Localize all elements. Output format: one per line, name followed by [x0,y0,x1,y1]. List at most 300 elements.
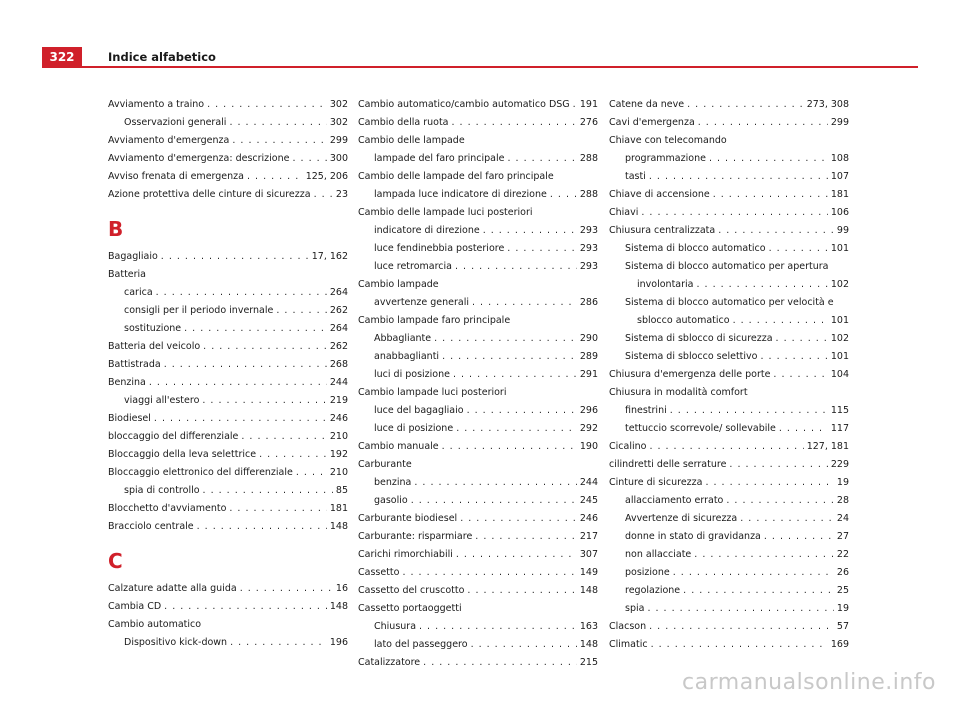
entry-term: Bloccaggio della leva selettrice [108,449,257,460]
index-entry [609,222,849,240]
entry-term: Cambio della ruota [358,117,449,128]
dot-leader [434,330,577,348]
dot-leader [649,618,834,636]
page-reference: 127, 181 [806,441,849,452]
index-heading: Cambio lampade luci posteriori [358,387,507,398]
entry-term: Avviamento d'emergenza [108,135,230,146]
index-subentry [609,564,849,582]
index-heading: Batteria [108,269,146,280]
dot-leader [292,150,326,168]
dot-leader [455,258,577,276]
dot-leader [467,402,577,420]
index-subentry [358,330,598,348]
index-subentry-heading: Sistema di blocco automatico per apertura [625,261,829,272]
entry-term: lato del passeggero [374,639,468,650]
dot-leader [573,96,577,114]
entry-term: Sistema di blocco automatico [625,243,766,254]
index-heading: Cambio lampade faro principale [358,315,511,326]
index-entry [108,168,348,186]
entry-term: bloccaggio del differenziale [108,431,239,442]
dot-leader [705,474,833,492]
index-subentry [108,114,348,132]
page-reference: 264 [329,323,348,334]
entry-term: posizione [625,567,670,578]
dot-leader [718,222,834,240]
index-subentry [609,168,849,186]
dot-leader [229,114,326,132]
index-entry [609,204,849,222]
index-entry [108,428,348,446]
entry-term: Cambio automatico/cambio automatico DSG [358,99,570,110]
page-reference: 101 [830,351,849,362]
index-subentry [609,330,849,348]
page-reference: 148 [579,639,598,650]
dot-leader [460,510,577,528]
entry-term: Chiavi [609,207,639,218]
index-entry [609,366,849,384]
index-entry [358,546,598,564]
index-subentry [358,294,598,312]
dot-leader [508,150,577,168]
index-subentry [108,482,348,500]
entry-term: Cinture di sicurezza [609,477,703,488]
dot-leader [729,456,827,474]
index-entry [108,464,348,482]
dot-leader [232,132,327,150]
dot-leader [240,580,333,598]
index-heading: Cassetto portaoggetti [358,603,462,614]
page-reference: 290 [579,333,598,344]
page-reference: 190 [579,441,598,452]
index-entry [358,654,598,672]
page-reference: 245 [579,495,598,506]
entry-term: donne in stato di gravidanza [625,531,761,542]
entry-term: avvertenze generali [374,297,470,308]
index-entry [609,456,849,474]
entry-term: allacciamento errato [625,495,724,506]
dot-leader [641,204,827,222]
dot-leader [687,96,804,114]
index-entry [358,528,598,546]
index-subentry [609,600,849,618]
dot-leader [740,510,834,528]
entry-term: Cambia CD [108,601,162,612]
dot-leader [229,500,326,518]
page-reference: 293 [579,243,598,254]
dot-leader [230,634,327,652]
index-subentry [609,276,849,294]
index-heading: Chiusura in modalità comfort [609,387,748,398]
index-heading: Cambio automatico [108,619,202,630]
entry-term: finestrini [625,405,667,416]
index-heading: Cambio delle lampade luci posteriori [358,207,533,218]
dot-leader [471,636,577,654]
page-reference: 246 [579,513,598,524]
index-entry [108,132,348,150]
dot-leader [475,528,577,546]
entry-term: Osservazioni generali [124,117,227,128]
dot-leader [203,482,333,500]
index-entry [609,186,849,204]
entry-term: involontaria [637,279,694,290]
index-entry [108,446,348,464]
page-reference: 115 [830,405,849,416]
entry-term: Bagagliaio [108,251,158,262]
entry-term: Azione protettiva delle cinture di sicurezza [108,189,311,200]
index-entry [609,96,849,114]
entry-term: Abbagliante [374,333,432,344]
entry-term: sostituzione [124,323,182,334]
dot-leader [161,248,309,266]
index-column-1 [108,96,348,652]
dot-leader [164,356,327,374]
dot-leader [694,546,834,564]
page-reference: 107 [830,171,849,182]
index-entry [358,96,598,114]
entry-term: viaggi all'estero [124,395,200,406]
entry-term: sblocco automatico [637,315,730,326]
entry-term: tettuccio scorrevole/ sollevabile [625,423,776,434]
page-reference: 302 [329,117,348,128]
index-subentry [609,546,849,564]
index-heading: Cambio delle lampade del faro principale [358,171,554,182]
entry-term: Benzina [108,377,146,388]
page-reference: 299 [830,117,849,128]
index-heading: Carburante [358,459,412,470]
page-reference: 25 [836,585,849,596]
dot-leader [314,186,333,204]
dot-leader [414,474,576,492]
entry-term: cilindretti delle serrature [609,459,727,470]
entry-term: Battistrada [108,359,161,370]
entry-term: Biodiesel [108,413,151,424]
index-heading: Cambio delle lampade [358,135,465,146]
dot-leader [207,96,327,114]
page-reference: 102 [830,333,849,344]
page-reference: 106 [830,207,849,218]
page-reference: 210 [329,467,348,478]
dot-leader [452,114,577,132]
dot-leader [259,446,327,464]
page-reference: 148 [329,601,348,612]
index-subentry [108,392,348,410]
dot-leader [247,168,303,186]
dot-leader [197,518,327,536]
page-reference: 302 [329,99,348,110]
entry-term: Chiusura [374,621,417,632]
index-entry [358,564,598,582]
entry-term: Calzature adatte alla guida [108,583,237,594]
page-reference: 17, 162 [311,251,348,262]
dot-leader [184,320,327,338]
index-subentry [609,402,849,420]
index-entry [358,114,598,132]
dot-leader [651,636,828,654]
entry-term: non allacciate [625,549,692,560]
page-reference: 19 [836,477,849,488]
page-reference: 244 [579,477,598,488]
entry-term: Cassetto del cruscotto [358,585,465,596]
dot-leader [683,582,834,600]
page-number: 322 [42,47,82,67]
entry-term: lampada luce indicatore di direzione [374,189,547,200]
index-subentry [358,420,598,438]
page-reference: 108 [830,153,849,164]
index-heading: Chiave con telecomando [609,135,727,146]
dot-leader [761,348,828,366]
page-reference: 149 [579,567,598,578]
page-reference: 196 [329,637,348,648]
entry-term: programmazione [625,153,706,164]
page-reference: 307 [579,549,598,560]
dot-leader [733,312,828,330]
entry-term: Sistema di sblocco di sicurezza [625,333,773,344]
dot-leader [764,528,834,546]
dot-leader [726,492,834,510]
entry-term: consigli per il periodo invernale [124,305,274,316]
entry-term: Bloccaggio elettronico del differenziale [108,467,293,478]
page-reference: 181 [329,503,348,514]
index-entry [108,186,348,204]
entry-term: Climatic [609,639,648,650]
page-header [0,0,960,70]
index-subentry [609,420,849,438]
section-letter: C [108,549,123,573]
page-reference: 57 [836,621,849,632]
page-reference: 286 [579,297,598,308]
page-reference: 117 [830,423,849,434]
page-reference: 28 [836,495,849,506]
page-reference: 27 [836,531,849,542]
dot-leader [647,600,833,618]
page-reference: 125, 206 [305,171,348,182]
page-reference: 229 [830,459,849,470]
dot-leader [154,410,327,428]
entry-term: Avvertenze di sicurezza [625,513,738,524]
dot-leader [411,492,577,510]
index-subentry [609,348,849,366]
page-reference: 244 [329,377,348,388]
index-subentry [108,302,348,320]
index-entry [108,500,348,518]
dot-leader [456,546,577,564]
entry-term: luci di posizione [374,369,450,380]
index-column-3 [609,96,849,654]
entry-term: Cambio manuale [358,441,439,452]
index-entry [108,410,348,428]
index-entry [609,618,849,636]
entry-term: Chiusura d'emergenza delle porte [609,369,771,380]
page-reference: 22 [836,549,849,560]
entry-term: anabbaglianti [374,351,440,362]
dot-leader [202,392,326,410]
dot-leader [423,654,577,672]
index-entry [108,356,348,374]
page-reference: 291 [579,369,598,380]
index-entry [609,438,849,456]
entry-term: Carichi rimorchiabili [358,549,453,560]
index-subentry [609,492,849,510]
page-reference: 299 [329,135,348,146]
index-entry [108,580,348,598]
index-subentry [358,492,598,510]
entry-term: spia [625,603,645,614]
dot-leader [550,186,577,204]
index-entry [609,114,849,132]
entry-term: Carburante biodiesel [358,513,458,524]
entry-term: Bracciolo centrale [108,521,194,532]
index-subentry [358,150,598,168]
page-reference: 169 [830,639,849,650]
dot-leader [149,374,327,392]
dot-leader [241,428,326,446]
index-subentry [358,402,598,420]
page-reference: 19 [836,603,849,614]
page-reference: 300 [329,153,348,164]
page-reference: 262 [329,341,348,352]
entry-term: spia di controllo [124,485,200,496]
dot-leader [649,438,803,456]
index-subentry [358,636,598,654]
page-reference: 104 [830,369,849,380]
index-subentry [609,528,849,546]
dot-leader [673,564,834,582]
entry-term: benzina [374,477,412,488]
index-entry [108,96,348,114]
entry-term: tasti [625,171,646,182]
entry-term: Avviso frenata di emergenza [108,171,244,182]
entry-term: Dispositivo kick-down [124,637,228,648]
entry-term: Avviamento d'emergenza: descrizione [108,153,290,164]
entry-term: Sistema di sblocco selettivo [625,351,758,362]
entry-term: Chiave di accensione [609,189,710,200]
page-reference: 217 [579,531,598,542]
entry-term: Carburante: risparmiare [358,531,473,542]
header-divider [42,66,918,68]
page-reference: 26 [836,567,849,578]
dot-leader [709,150,828,168]
dot-leader [776,330,828,348]
page-reference: 101 [830,315,849,326]
dot-leader [483,222,577,240]
page-reference: 102 [830,279,849,290]
entry-term: Clacson [609,621,647,632]
entry-term: gasolio [374,495,408,506]
page-reference: 148 [579,585,598,596]
dot-leader [419,618,577,636]
entry-term: luce del bagagliaio [374,405,464,416]
entry-term: Catene da neve [609,99,685,110]
page-reference: 246 [329,413,348,424]
dot-leader [670,402,828,420]
index-entry [358,582,598,600]
entry-term: Blocchetto d'avviamento [108,503,227,514]
page-reference: 276 [579,117,598,128]
dot-leader [467,582,576,600]
page-reference: 215 [579,657,598,668]
entry-term: Chiusura centralizzata [609,225,716,236]
page-reference: 268 [329,359,348,370]
page-reference: 262 [329,305,348,316]
index-subentry [609,582,849,600]
dot-leader [649,168,828,186]
index-subentry [358,474,598,492]
page-reference: 181 [830,189,849,200]
page-reference: 296 [579,405,598,416]
entry-term: Catalizzatore [358,657,421,668]
section-letter: B [108,217,124,241]
index-entry [609,474,849,492]
page-reference: 16 [335,583,348,594]
entry-term: luce di posizione [374,423,454,434]
dot-leader [156,284,327,302]
index-subentry [358,186,598,204]
page-reference: 24 [836,513,849,524]
dot-leader [698,114,828,132]
index-entry [358,510,598,528]
watermark-text: carmanualsonline.info [682,670,936,695]
index-subentry [609,510,849,528]
dot-leader [442,438,577,456]
page-reference: 101 [830,243,849,254]
page-reference: 219 [329,395,348,406]
dot-leader [164,598,327,616]
index-entry [108,374,348,392]
index-entry [358,438,598,456]
dot-leader [276,302,326,320]
entry-term: luce fendinebbia posteriore [374,243,505,254]
page-reference: 23 [335,189,348,200]
page-title: Indice alfabetico [108,50,216,64]
index-entry [108,338,348,356]
page-reference: 192 [329,449,348,460]
page-reference: 210 [329,431,348,442]
page-reference: 288 [579,189,598,200]
dot-leader [203,338,327,356]
index-subentry [108,284,348,302]
index-subentry [609,240,849,258]
dot-leader [456,420,577,438]
entry-term: indicatore di direzione [374,225,480,236]
page-reference: 288 [579,153,598,164]
dot-leader [713,186,828,204]
index-subentry [358,366,598,384]
page-reference: 273, 308 [806,99,849,110]
page-reference: 293 [579,261,598,272]
index-subentry [358,258,598,276]
index-subentry [358,222,598,240]
page-reference: 191 [579,99,598,110]
entry-term: Batteria del veicolo [108,341,201,352]
dot-leader [472,294,577,312]
entry-term: Cassetto [358,567,400,578]
page-reference: 99 [836,225,849,236]
page-reference: 293 [579,225,598,236]
dot-leader [402,564,576,582]
dot-leader [696,276,827,294]
index-subentry [358,618,598,636]
dot-leader [769,240,828,258]
index-subentry [358,348,598,366]
index-subentry [108,320,348,338]
page-reference: 292 [579,423,598,434]
dot-leader [507,240,577,258]
index-subentry-heading: Sistema di blocco automatico per velocità e [625,297,834,308]
index-entry [108,518,348,536]
dot-leader [296,464,327,482]
entry-term: Cavi d'emergenza [609,117,695,128]
page-reference: 289 [579,351,598,362]
